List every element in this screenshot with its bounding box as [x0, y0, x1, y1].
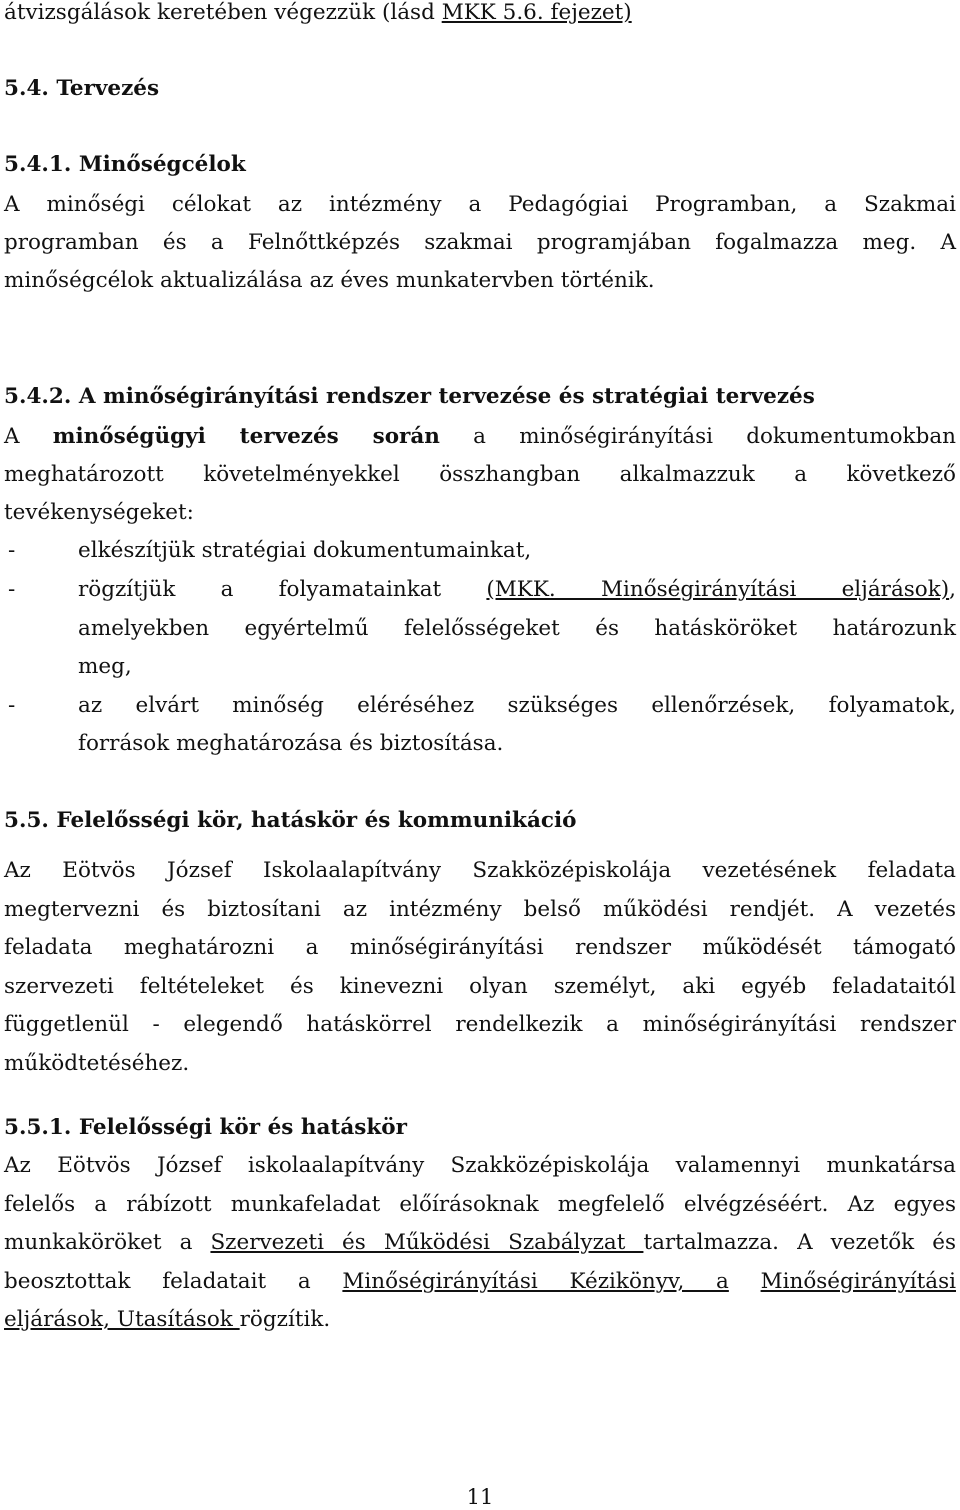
paragraph-line: függetlenül - elegendő hatáskörrel rendelkezik a minőségirányítási rendszer — [4, 1012, 956, 1037]
paragraph-line: felelős a rábízott munkafeladat előírásoknak megfelelő elvégzéséért. Az egyes — [4, 1192, 956, 1217]
paragraph-line: szervezeti feltételeket és kinevezni olyan személyt, aki egyéb feladataitól — [4, 974, 956, 999]
list-item — [78, 575, 956, 605]
szmsz-link[interactable]: Szervezeti és Működési Szabályzat — [210, 1230, 644, 1255]
paragraph-line: tevékenységeket: — [4, 500, 194, 525]
paragraph-line — [4, 1228, 956, 1258]
mkk-chapter-link[interactable]: MKK 5.6. fejezet) — [441, 0, 632, 25]
heading-5-4: 5.4. Tervezés — [4, 76, 160, 101]
intro-text: átvizsgálások keretében végezzük (lásd — [4, 0, 442, 25]
paragraph-line — [4, 422, 956, 452]
paragraph-line — [4, 1305, 330, 1335]
paragraph-line: működtetéséhez. — [4, 1051, 190, 1076]
paragraph-line: Az Eötvös József iskolaalapítvány Szakközépiskolája valamennyi munkatársa — [4, 1153, 956, 1178]
paragraph-line: A minőségi célokat az intézmény a Pedagógiai Programban, a Szakmai — [4, 192, 956, 217]
heading-5-4-1: 5.4.1. Minőségcélok — [4, 152, 246, 177]
mkk-procedures-link[interactable]: (MKK. Minőségirányítási eljárások) — [486, 577, 950, 602]
procedures-link[interactable]: Minőségirányítási — [760, 1269, 956, 1294]
list-item: elkészítjük stratégiai dokumentumainkat, — [78, 538, 532, 563]
heading-5-5-1: 5.5.1. Felelősségi kör és hatáskör — [4, 1115, 407, 1140]
paragraph-line: minőségcélok aktualizálása az éves munkatervben történik. — [4, 268, 655, 293]
text-span: , — [949, 577, 956, 602]
text-span — [729, 1269, 761, 1294]
list-dash: - — [8, 538, 16, 563]
list-item-continuation: források meghatározása és biztosítása. — [78, 731, 504, 756]
text-span: beosztottak feladatait a — [4, 1269, 343, 1294]
instructions-link[interactable]: eljárások, Utasítások — [4, 1307, 240, 1332]
paragraph-line: programban és a Felnőttképzés szakmai programjában fogalmazza meg. A — [4, 230, 956, 255]
text-span: rögzítik. — [239, 1307, 331, 1332]
list-dash: - — [8, 577, 16, 602]
manual-link[interactable]: Minőségirányítási Kézikönyv, a — [342, 1269, 729, 1294]
text-span: tartalmazza. A vezetők és — [643, 1230, 957, 1255]
list-item: az elvárt minőség eléréséhez szükséges ellenőrzések, folyamatok, — [78, 693, 956, 718]
page-number: 11 — [466, 1485, 494, 1509]
list-item-continuation: amelyekben egyértelmű felelősségeket és hatásköröket határozunk — [78, 616, 956, 641]
paragraph-line: feladata meghatározni a minőségirányítási rendszer működését támogató — [4, 935, 956, 960]
heading-5-5: 5.5. Felelősségi kör, hatáskör és kommunikáció — [4, 808, 577, 833]
bold-phrase: minőségügyi tervezés során — [52, 424, 440, 449]
text-span: A — [4, 424, 53, 449]
paragraph-line — [4, 1267, 956, 1297]
list-item-continuation: meg, — [78, 654, 132, 679]
text-span: munkaköröket a — [4, 1230, 211, 1255]
paragraph-line: megtervezni és biztosítani az intézmény belső működési rendjét. A vezetés — [4, 897, 956, 922]
heading-5-4-2: 5.4.2. A minőségirányítási rendszer tervezése és stratégiai tervezés — [4, 384, 815, 409]
intro-line — [4, 0, 632, 28]
list-dash: - — [8, 693, 16, 718]
text-span: rögzítjük a folyamatainkat — [78, 577, 487, 602]
paragraph-line: meghatározott követelményekkel összhangban alkalmazzuk a következő — [4, 462, 956, 487]
text-span: a minőségirányítási dokumentumokban — [439, 424, 957, 449]
paragraph-line: Az Eötvös József Iskolaalapítvány Szakközépiskolája vezetésének feladata — [4, 858, 956, 883]
